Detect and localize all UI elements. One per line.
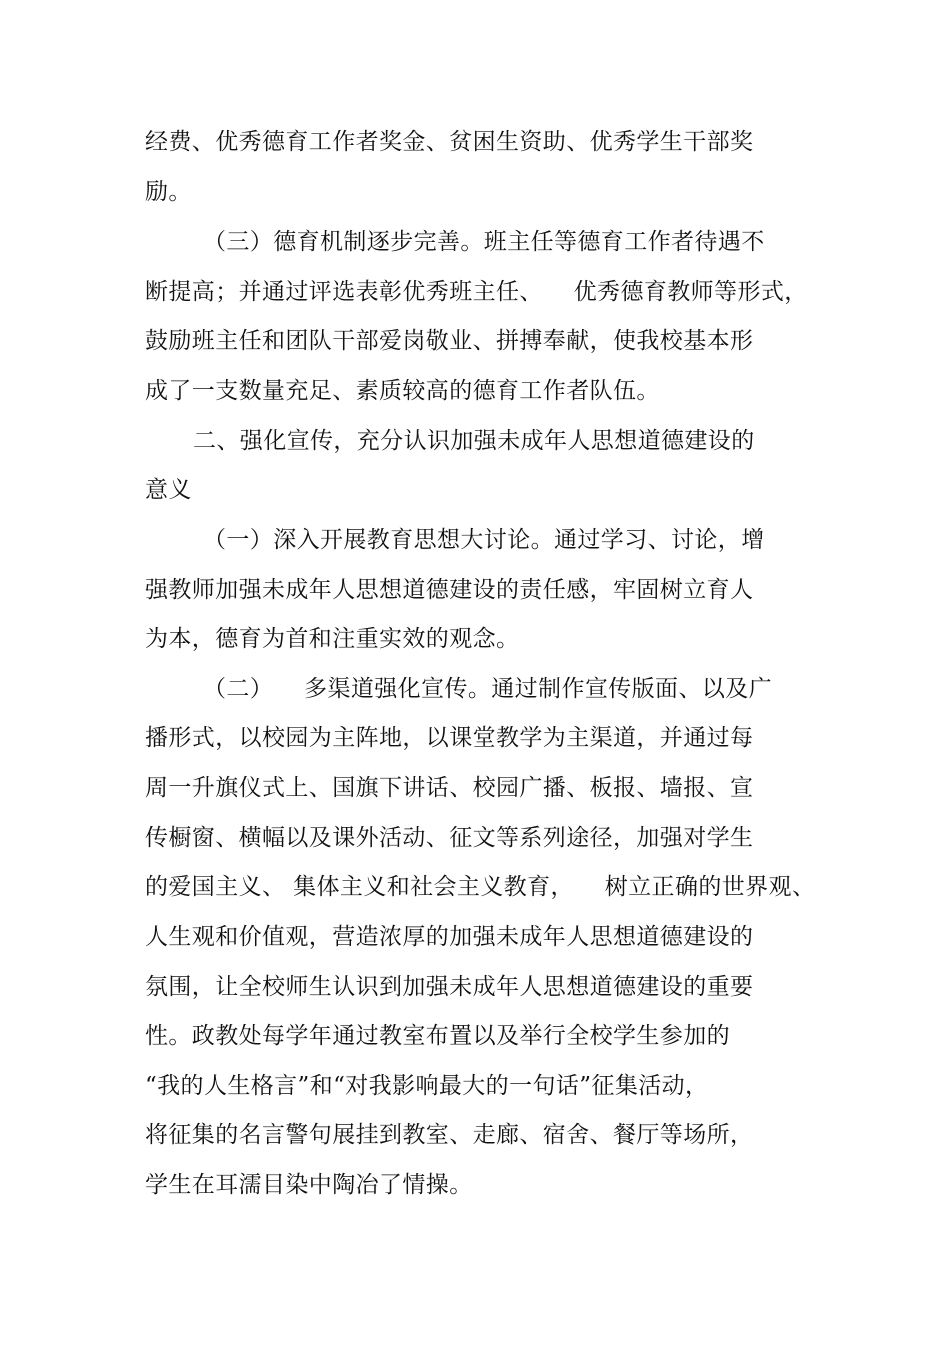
text-line: 人生观和价值观，营造浓厚的加强未成年人思想道德建设的 <box>145 924 754 950</box>
section-heading: 二、强化宣传，充分认识加强未成年人思想道德建设的 <box>193 428 755 454</box>
text-line: 断提高；并通过评选表彰优秀班主任、 优秀德育教师等形式， <box>145 279 808 305</box>
text-line: 为本，德育为首和注重实效的观念。 <box>145 626 520 652</box>
text-line: 励。 <box>145 179 192 205</box>
text-line: 鼓励班主任和团队干部爱岗敬业、拼搏奉献，使我校基本形 <box>145 328 754 354</box>
text-line: 氛围，让全校师生认识到加强未成年人思想道德建设的重要 <box>145 974 754 1000</box>
text-line: 经费、优秀德育工作者奖金、贫困生资助、优秀学生干部奖 <box>145 129 754 155</box>
text-line: 强教师加强未成年人思想道德建设的责任感，牢固树立育人 <box>145 577 754 603</box>
text-line: 播形式，以校园为主阵地，以课堂教学为主渠道，并通过每 <box>145 725 754 751</box>
paragraph-heading: （三）德育机制逐步完善。班主任等德育工作者待遇不 <box>203 229 765 255</box>
paragraph-heading: （二） 多渠道强化宣传。通过制作宣传版面、以及广 <box>203 676 773 702</box>
text-line: 传橱窗、横幅以及课外活动、征文等系列途径，加强对学生 <box>145 825 754 851</box>
text-line: 周一升旗仪式上、国旗下讲话、校园广播、板报、墙报、宣 <box>145 775 754 801</box>
text-line: 的爱国主义、 集体主义和社会主义教育， 树立正确的世界观、 <box>145 874 816 900</box>
text-line: 性。政教处每学年通过教室布置以及举行全校学生参加的 <box>145 1023 730 1049</box>
text-line: 将征集的名言警句展挂到教室、走廊、宿舍、餐厅等场所， <box>145 1122 754 1148</box>
text-line: 意义 <box>145 477 192 503</box>
paragraph-heading: （一）深入开展教育思想大讨论。通过学习、讨论，增 <box>203 527 765 553</box>
text-line: 学生在耳濡目染中陶冶了情操。 <box>145 1172 473 1198</box>
text-line: “我的人生格言”和“对我影响最大的一句话”征集活动， <box>145 1073 709 1099</box>
text-line: 成了一支数量充足、素质较高的德育工作者队伍。 <box>145 378 660 404</box>
